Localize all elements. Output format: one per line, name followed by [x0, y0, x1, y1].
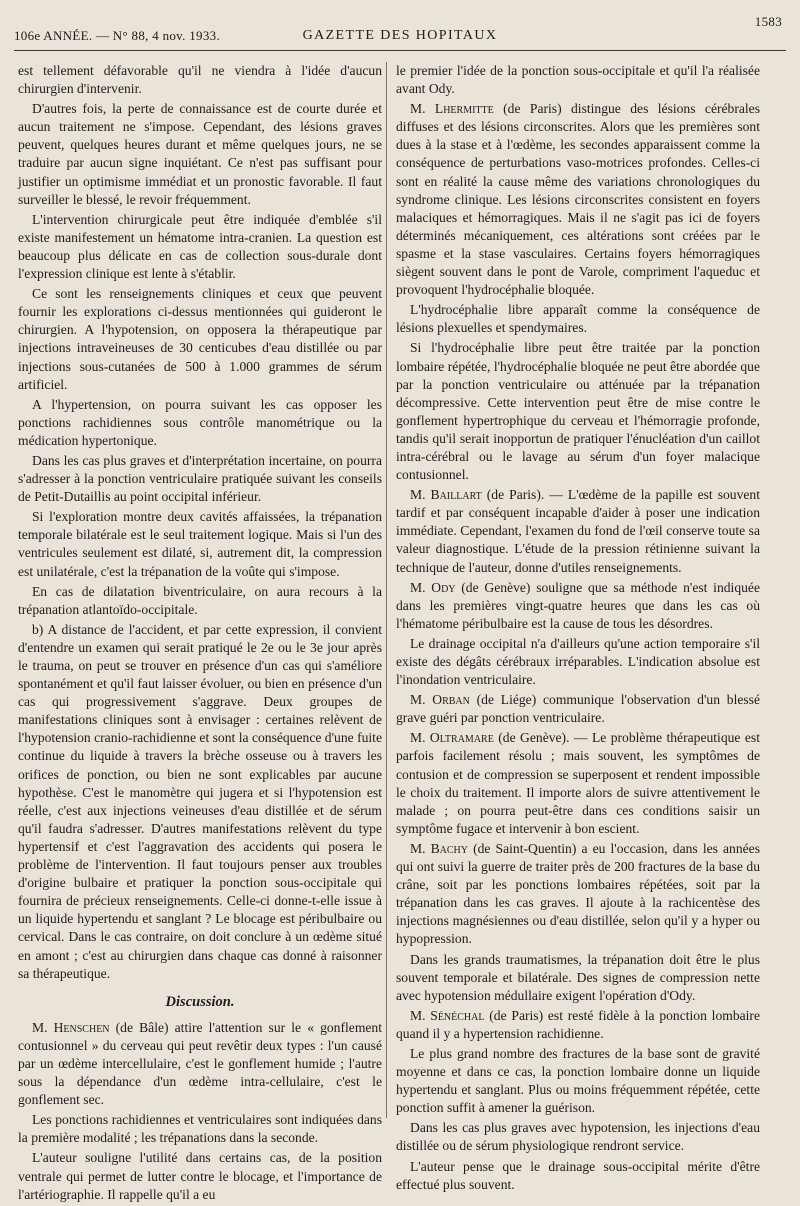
paragraph-text: (de Paris). — L'œdème de la papille est souvent tardif et par conséquent incapable d'aider à poser une indication immédiate. Cependant, l'examen du fond de l'œil conserve toute sa valeur diagnostique. L'étude de la pression rétinienne suivant la technique de l'auteur, donne d'utiles renseignements.: [396, 487, 760, 575]
speaker-name: Lhermitte: [434, 101, 494, 117]
paragraph: En cas de dilatation biventriculaire, on aura recours à la trépanation atlantoïdo-occipitale.: [18, 583, 382, 617]
paragraph: [396, 339, 760, 484]
column-divider: [386, 62, 387, 1118]
paragraph-text: L'hydrocéphalie libre apparaît comme la conséquence de lésions plexuelles et spendymaires.: [396, 302, 760, 336]
paragraph: [396, 691, 760, 727]
paragraph: L'intervention chirurgicale peut être indiquée d'emblée s'il existe manifestement un hématome intra-cranien. La question est beaucoup plus délicate en cas de collection sous-durale dont l'expression clinique est lente à s'établir.: [18, 211, 382, 282]
discussion-paragraph: [18, 1019, 382, 1109]
speaker-prefix: M.: [32, 1019, 54, 1035]
speaker-name: Sénéchal: [430, 1007, 485, 1023]
paragraph: [396, 729, 760, 838]
speaker-name: Bachy: [430, 840, 468, 856]
speaker-name: Baillart: [430, 487, 482, 503]
paragraph-text: Dans les grands traumatismes, la trépanation doit être le plus souvent temporale et bilatérale. Des signes de compression nette avec hypotension médullaire exigent l'opération d'Ody.: [396, 951, 760, 1003]
paragraph-text: (de Genève). — Le problème thérapeutique est parfois facilement résolu ; mais souvent, les symptômes de contusion et de compression se superposent et rendent impossible le choix du traitement. Il importe alors de suivre attentivement le malade ; on pourra peut-être dans ces conditions saisir un symptôme fugace et intervenir à bon escient.: [396, 730, 760, 836]
paragraph-text: Les ponctions rachidiennes et ventriculaires sont indiquées dans la première modalité ; les trépanations dans la seconde.: [18, 1112, 382, 1146]
speaker-prefix: M.: [410, 101, 435, 117]
discussion-paragraph: [18, 1111, 382, 1147]
paragraph: Si l'exploration montre deux cavités affaissées, la trépanation temporale bilatérale est le seul traitement logique. Mais si l'un des ventricules seulement est dilaté, si, autrement dit, la compression est unilatérale, c'est la trépanation de la voûte qui s'impose.: [18, 509, 382, 579]
paragraph-text: (de Saint-Quentin) a eu l'occasion, dans les années qui ont suivi la guerre de traiter près de 200 fractures de la base du crâne, soit par les ponctions lombaires répétées, soit par la trépanation dans les cas graves. Il ajoute à la rachicentèse des injections magnésiennes ou d'eau distillée, selon qu'il y a hyper ou hypopression.: [396, 840, 760, 947]
page-header: [14, 6, 786, 56]
right-paragraphs: [396, 62, 760, 1194]
paragraph: D'autres fois, la perte de connaissance est de courte durée et aucun traitement ne s'impose. Cependant, des lésions graves peuvent, quelques heures durant et même quelques jours, ne se traduire par aucun signe inquiétant. Ce n'est pas suffisant pour justifier un optimisme immédiat et un pronostic favorable. Il faut surveiller le blessé, le revoir fréquemment.: [18, 101, 382, 207]
paragraph: [396, 62, 760, 98]
speaker-name: Oltramare: [429, 730, 494, 746]
paragraph: [396, 1045, 760, 1117]
speaker-prefix: M.: [410, 579, 432, 595]
speaker-prefix: M.: [410, 1007, 431, 1023]
paragraph-text: Le drainage occipital n'a d'ailleurs qu'une action temporaire s'il existe des dégâts cérébraux irréparables. L'indication absolue est l'inondation ventriculaire.: [396, 635, 760, 688]
left-paragraphs: [18, 62, 382, 983]
paragraph: [396, 579, 760, 633]
paragraph: b) A distance de l'accident, et par cette expression, il convient d'entendre un examen qui serait pratiqué le 2e ou le 3e jour après le trauma, on peut se trouver en présence d'un cas qui s'améliore spontanément et qu'il faut laisser évoluer, ou bien en présence d'un cas qui progressivement s'aggrave. Deux groupes de manifestations cliniques sont à envisager : certaines relèvent de l'hypotension cranio-rachidienne et sont la conséquence d'une fuite continue du liquide à travers la brèche osseuse ou à travers les orifices de ponction, ou bien ne sont explicables par aucune hypothèse. C'est le manomètre qui jugera et si l'hypotension est réelle, c'est aux injections veineuses d'eau distillée et de sérum qu'il faudra s'adresser. D'autres manifestations relèvent du type hypertensif et c'est l'aggravation des accidents qui posera le problème de l'intervention. Il faut toujours penser aux troubles d'origine bulbaire et pratiquer la ponction sous-occipitale qui fournira de précieux renseignements. Celle-ci donne-t-elle issue à un liquide hypertendu et sanglant ? Le blocage est péribulbaire ou cervical. Dans le cas contraire, on doit conclure à un œdème situé en amont ; c'est au chirurgien dans chaque cas donné à raisonner sa thérapeutique.: [18, 621, 382, 981]
paragraph: Ce sont les renseignements cliniques et ceux que peuvent fournir les explorations ci-dessus mentionnées qui guideront le chirurgien. A l'hypotension, on opposera la thérapeutique par injections intraveineuses de 30 centicubes d'eau distillée ou par injections sous-cutanées de 500 à 1.000 grammes de sérum artificiel.: [18, 286, 382, 392]
page-number: 1583: [754, 14, 782, 29]
header-rule: [14, 50, 786, 51]
paragraph-text: Dans les cas plus graves avec hypotension, les injections d'eau distillée ou de sérum physiologique rendront service.: [396, 1120, 760, 1154]
paragraph: Dans les cas plus graves et d'interprétation incertaine, on pourra s'adresser à la ponction ventriculaire pratiquée suivant les conseils de Petit-Dutaillis au point occipital inférieur.: [18, 452, 382, 505]
paragraph-text: L'auteur souligne l'utilité dans certains cas, de la position ventrale qui permet de lutter contre le blocage, et l'importance de l'artériographie. Il rappelle qu'il a eu: [18, 1150, 382, 1202]
paragraph: [396, 100, 760, 299]
speaker-prefix: M.: [410, 692, 433, 708]
paragraph-text: (de Paris) distingue des lésions cérébrales diffuses et des lésions circonscrites. Alors que les premières sont dues à la stase et à l'œdème, les secondes apparaissent comme la conséquence de perturbations vaso-motrices profondes. Celles-ci sont en réalité la cause même des variations chronologiques du syndrome clinique. Les lésions circonscrites consistent en foyers malaciques et hémorragiques. Mais il ne s'agit pas ici de foyers déterminés mécaniquement, ces altérations sont créées par le spasme et la stase vasculaires. Certains foyers hémorragiques siègent souvent dans le pont de Varole, compriment l'aqueduc et provoquent l'hydrocéphalie bloquée.: [396, 101, 760, 298]
paragraph-text: L'auteur pense que le drainage sous-occipital mérite d'être effectué plus souvent.: [396, 1158, 760, 1192]
paragraph-text: (de Paris) est resté fidèle à la ponction lombaire quand il y a hypertension rachidienne.: [396, 1007, 760, 1041]
issue-info: 106e ANNÉE. — N° 88, 4 nov. 1933.: [14, 28, 220, 43]
paragraph-text: Si l'hydrocéphalie libre peut être traitée par la ponction lombaire répétée, l'hydrocéphalie bloquée ne peut être abordée que par la ponction ventriculaire ou atténuée par la trépanation décompressive. Cette intervention peut être de mise contre le gonflement hypertrophique du cerveau et l'hémorragie profonde, tandis qu'il serait inopportun de pratiquer l'énucléation d'un caillot intra-cérébral ou le lavage au sérum d'un foyer malacique contusionnel.: [396, 340, 760, 483]
paragraph: [396, 1007, 760, 1043]
paragraph-text: (de Liége) communique l'observation d'un blessé grave guéri par ponction ventriculaire.: [396, 692, 761, 726]
paragraph: [396, 635, 760, 689]
paragraph-text: (de Genève) souligne que sa méthode n'est indiquée dans les premières vingt-quatre heures que dans les cas où l'hématome péribulbaire est la cause de tous les désordres.: [396, 579, 760, 631]
left-column: [18, 62, 382, 1206]
discussion-heading: Discussion.: [165, 993, 235, 1010]
paragraph: [396, 486, 760, 576]
paragraph: est tellement défavorable qu'il ne viendra à l'idée d'aucun chirurgien d'intervenir.: [18, 63, 382, 97]
paragraph: [396, 1119, 760, 1155]
paragraph-text: (de Bâle) attire l'attention sur le « gonflement contusionnel » du cerveau qui peut revêtir deux types : l'un causé par un œdème intercellulaire, c'est le gonflement humide ; l'autre sous la dépendance d'un œdème intra-cellulaire, c'est le gonflement sec.: [18, 1019, 382, 1108]
journal-title: GAZETTE DES HOPITAUX: [302, 28, 498, 43]
speaker-name: Henschen: [53, 1019, 110, 1035]
discussion-paragraphs: [18, 1019, 382, 1204]
speaker-prefix: M.: [410, 487, 431, 503]
paragraph: [396, 951, 760, 1005]
speaker-prefix: M.: [410, 840, 431, 856]
speaker-name: Ody: [431, 579, 456, 595]
paragraph: [396, 840, 760, 949]
speaker-prefix: M.: [410, 730, 430, 746]
paragraph-text: Le plus grand nombre des fractures de la base sont de gravité moyenne et dans ce cas, la ponction lombaire donne un liquide hypertendu et sanglant. Plus ou moins fréquemment répétée, cette ponction suffit à amener la guérison.: [396, 1045, 760, 1116]
paragraph: [396, 301, 760, 337]
paragraph: [396, 1158, 760, 1194]
speaker-name: Orban: [432, 692, 470, 708]
paragraph-text: le premier l'idée de la ponction sous-occipitale et qu'il l'a réalisée avant Ody.: [396, 63, 760, 97]
right-column: [396, 62, 760, 1196]
paragraph: A l'hypertension, on pourra suivant les cas opposer les ponctions rachidiennes sous contrôle manométrique ou la médication hypertonique.: [18, 396, 382, 448]
discussion-paragraph: [18, 1149, 382, 1203]
